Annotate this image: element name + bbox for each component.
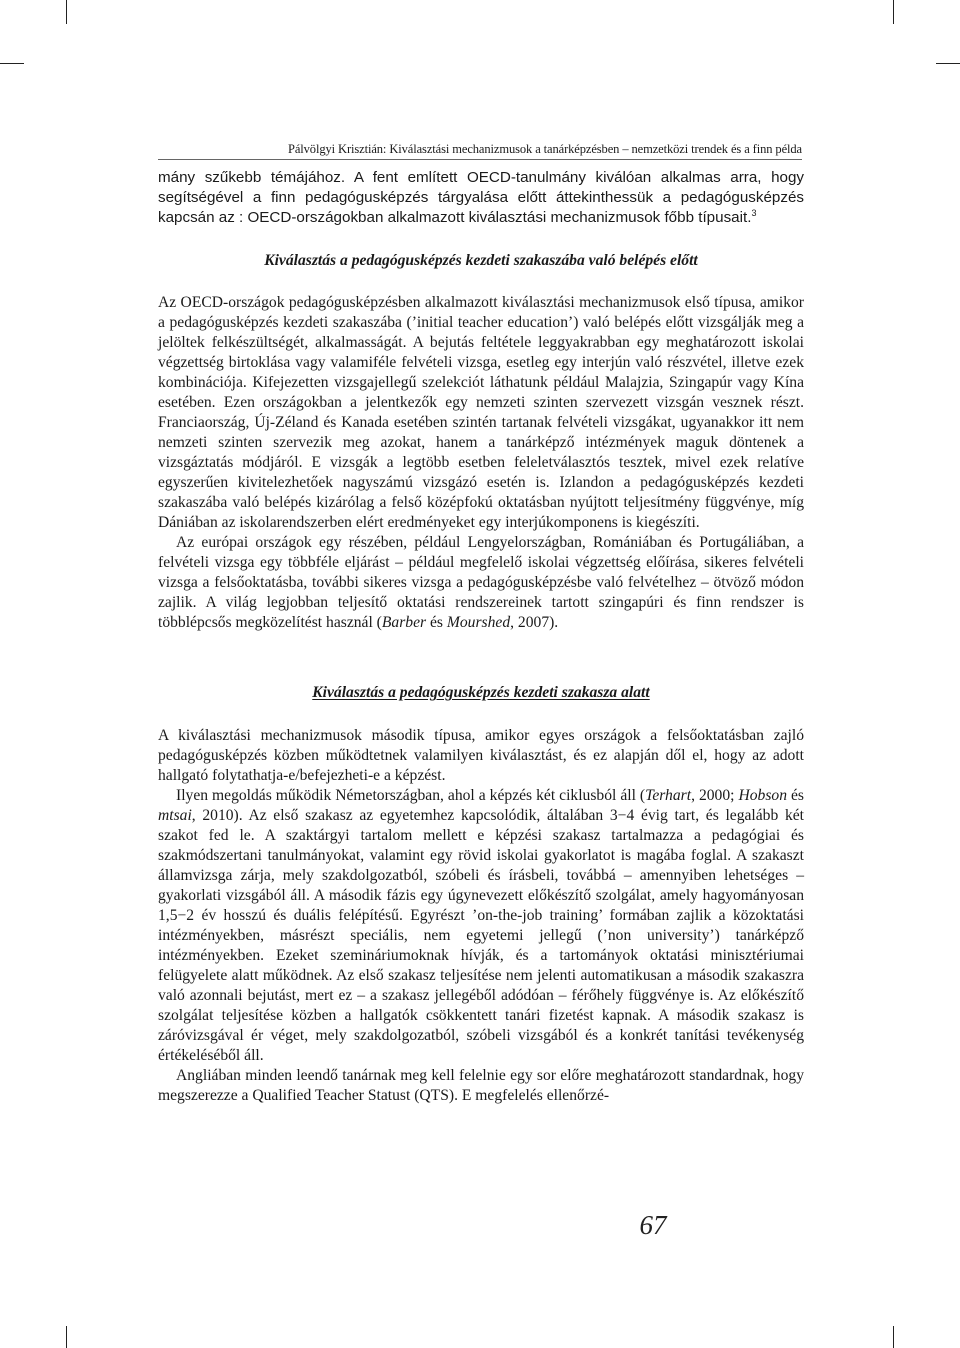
section1-paragraph-1: Az OECD-országok pedagógusképzésben alkalmazott kiválasztási mechanizmusok első típusa, amikor a pedagógusképzés kezdeti szakaszába (’initial teacher education’) való belépés előtt vizsgálják meg a jelöltek felkészültségét, alkalmasságát. A bejutás feltétele leggyakrabban egy meghatározott iskolai végzettség birtoklása vagy valamiféle felvételi vizsga, esetleg egy interjún való részvétel, illetve ezek kombinációja. Kifejezetten vizsgajellegű szelekciót láthatunk például Malajzia, Szingapúr vagy Kína esetében. Ezen országokban a jelentkezők egy nemzeti szinten szervezett vizsgán vesznek részt. Franciaország, Új-Zéland és Kanada esetében szintén tartanak felvételi vizsgákat, ugyanakkor itt nem nemzeti szinten szervezik meg azokat, hanem a tanárképző intézmények maguk döntenek a vizsgáztatás módjáról. E vizsgák a legtöbb esetben feleletválasztós tesztek, mivel ezek relatíve egyszerűen kivitelezhetőek nagyszámú vizsgázó esetén is. Izlandon a pedagógusképzés kezdeti szakaszába való belépés kizárólag a felső középfokú oktatásban nyújtott teljesítmény függvénye, míg Dániában az iskolarendszerben elért eredményeket egy interjúkomponens is kiegészíti. xyxy=(158,294,804,531)
crop-mark-bottom-left xyxy=(66,1326,67,1348)
header-rule xyxy=(158,159,802,160)
running-header: Pálvölgyi Krisztián: Kiválasztási mechanizmusok a tanárképzésben – nemzetközi trendek és a finn példa xyxy=(287,142,802,156)
section1-paragraph-2: Az európai országok egy részében, például Lengyelországban, Romániában és Portugáliában, a felvételi vizsga egy többféle eljárást – például megfelelő iskolai végzettség előírása, sikeres felvételi vizsga a felsőoktatásba, további sikeres vizsga a pedagógusképzésbe való felvételhez – ötvöző módon zajlik. A világ legjobban teljesítő oktatási rendszereinek tartott szingapúri és finn rendszer is többlépcsős megközelítést használ (Barber és Mourshed, 2007). xyxy=(158,534,804,631)
citation-author: Mourshed xyxy=(446,614,511,631)
footnote-ref: 3 xyxy=(751,208,757,218)
section2-paragraph-1: A kiválasztási mechanizmusok második típusa, amikor egyes országok a felsőoktatásban zajló pedagógusképzés közben működtetnek valamilyen kiválasztást, és ez alapján dől el, hogy az adott hallgató folytathatja-e/befejezheti-e a képzést. xyxy=(158,727,804,784)
page-number: 67 xyxy=(639,1210,667,1240)
citation-author: Terhart xyxy=(645,787,692,804)
crop-mark-top-left xyxy=(66,0,67,24)
section1-heading: Kiválasztás a pedagógusképzés kezdeti szakaszába való belépés előtt xyxy=(264,252,698,269)
crop-mark-left-top xyxy=(0,63,24,64)
crop-mark-bottom-right xyxy=(893,1326,894,1348)
citation-author: Hobson xyxy=(738,787,788,804)
page-body xyxy=(158,168,804,1106)
crop-mark-top-right xyxy=(893,0,894,24)
citation-author: mtsai xyxy=(158,807,192,824)
crop-mark-right-top xyxy=(936,63,960,64)
section2-paragraph-3: Angliában minden leendő tanárnak meg kell felelnie egy sor előre meghatározott standardnak, hogy megszerezze a Qualified Teacher Statust (QTS). E megfelelés ellenőrzé- xyxy=(158,1067,804,1104)
intro-text: mány szűkebb témájához. A fent említett OECD-tanulmány kiválóan alkalmas arra, hogy segítségével a finn pedagógusképzés tárgyalása előtt áttekinthessük a pedagógusképzés kapcsán az : OECD-országokban alkalmazott kiválasztási mechanizmusok főbb típusait. xyxy=(158,169,804,226)
intro-paragraph xyxy=(158,168,804,228)
section2-heading: Kiválasztás a pedagógusképzés kezdeti szakasza alatt xyxy=(312,684,650,701)
citation-author: Barber xyxy=(381,614,427,631)
section2-paragraph-2: Ilyen megoldás működik Németországban, ahol a képzés két ciklusból áll (Terhart, 2000; Hobson és mtsai, 2010). Az első szakasz az egyetemhez kapcsolódik, általában 3−4 évig tart, és legalább két szakot fed le. A szaktárgyi tartalom mellett e képzési szakasz tartalmazza a pedagógiai és szakmódszertani tanulmányokat, valamint egy rövid iskolai gyakorlatot is magába foglal. A szakaszt államvizsga zárja, mely szakdolgozatból, szóbeli és írásbeli, továbbá – amennyiben lehetséges – gyakorlati vizsgából áll. A második fázis egy úgynevezett előkészítő szolgálat, amely hagyományosan 1,5−2 év hosszú és duális felépítésű. Egyrészt ’on-the-job training’ formában zajlik a közoktatási intézményekben, másrészt speciális, nem egyetemi jellegű (’non university’) tanárképző intézményekben. Ezeket szemináriumoknak hívják, és a tartományok oktatási minisztériumai felügyelete alatt működnek. Az első szakasz teljesítése nem jelenti automatikusan a második szakaszra való azonnali bejutást, mert ez – a szakasz jellegéből adódóan – férőhely függvénye is. Az előkészítő szolgálat teljesítése közben a hallgatók csökkentett tanári fizetést kapnak. A második szakasz is záróvizsgával ér véget, mely szakdolgozatból, szóbeli vizsgából és a konkrét tanítási tevékenység értékeléséből áll. xyxy=(158,787,805,1064)
